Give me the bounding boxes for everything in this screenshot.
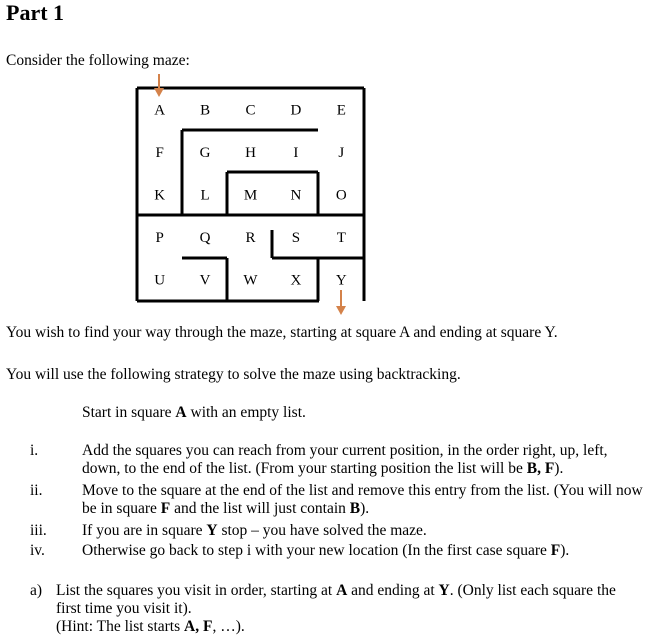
maze-cell-label-j: J [338, 144, 345, 161]
step-text-part: ). [560, 542, 570, 559]
question-label: a) [30, 582, 43, 599]
question-text-part: and ending at [347, 582, 439, 599]
part-title: Part 1 [6, 0, 65, 25]
maze-cell-label-t: T [336, 230, 346, 247]
step-number: i. [30, 442, 39, 459]
step-text [82, 522, 648, 540]
maze-cell-label-n: N [290, 187, 302, 204]
maze-cell-label-h: H [245, 144, 256, 161]
step-text-bold: B [349, 500, 361, 517]
maze-cell-label-m: M [243, 187, 258, 204]
hint-text-pre: (Hint: The list starts [56, 618, 185, 635]
maze-cell-label-x: X [290, 272, 302, 289]
hint-text-post: , …). [212, 618, 245, 635]
step-text-bold: F [550, 542, 561, 559]
maze-cell-label-v: V [199, 272, 211, 289]
step-number: iv. [30, 542, 45, 559]
maze-cell-label-y: Y [335, 272, 347, 289]
maze-cell-label-b: B [200, 102, 211, 119]
maze-cell-label-i: I [293, 144, 299, 161]
question-text-part: . (Only list each square the first time you visit it). [56, 582, 616, 617]
exit-arrow [336, 290, 346, 315]
step-number: ii. [30, 482, 43, 499]
step-text-part: and the list will just contain [170, 500, 350, 517]
question-text-bold: Y [438, 582, 450, 599]
maze-cell-label-k: K [154, 187, 166, 204]
maze-cell-label-r: R [245, 230, 256, 247]
start-text-post: with an empty list. [186, 404, 306, 421]
start-text-pre: Start in square [82, 404, 176, 421]
step-text-bold: Y [206, 522, 218, 539]
step-text-part: If you are in square [82, 522, 207, 539]
entry-arrow [154, 74, 164, 97]
maze-cell-label-u: U [154, 272, 166, 289]
question-text-part: List the squares you visit in order, starting at [56, 582, 337, 599]
step-text-part: ). [360, 500, 370, 517]
intro-text: Consider the following maze: [6, 52, 190, 69]
maze-cell-label-s: S [291, 230, 301, 247]
step-text [82, 442, 648, 478]
maze-cell-label-o: O [335, 187, 347, 204]
maze-cell-label-c: C [245, 102, 256, 119]
question-text [56, 582, 636, 636]
hint-text-bold: A, F [184, 618, 213, 635]
step-text [82, 482, 648, 518]
maze-cell-label-d: D [290, 102, 302, 119]
maze-cell-label-e: E [336, 102, 346, 119]
start-instruction [82, 404, 306, 422]
paragraph-goal: You wish to find your way through the maze, starting at square A and ending at square Y. [6, 324, 558, 341]
step-text-part: Add the squares you can reach from your current position, in the order right, up, left, down, to the end of the list. (From your starting position the list will be [82, 442, 608, 477]
maze-cell-label-f: F [155, 144, 164, 161]
step-text-part: stop – you have solved the maze. [217, 522, 427, 539]
start-text-bold: A [175, 404, 187, 421]
step-text-part: ). [554, 460, 564, 477]
step-text-bold: F [160, 500, 171, 517]
step-text [82, 542, 648, 560]
step-number: iii. [30, 522, 47, 539]
maze-cell-label-g: G [199, 144, 211, 161]
question-text-bold: A [336, 582, 348, 599]
maze-cell-label-a: A [154, 102, 166, 119]
step-text-part: Move to the square at the end of the list and remove this entry from the list. (You will now be in square [82, 482, 643, 517]
step-text-part: Otherwise go back to step i with your new location (In the first case square [82, 542, 551, 559]
maze-cell-label-l: L [200, 187, 210, 204]
maze-cell-label-q: Q [199, 230, 211, 247]
step-text-bold: B, F [526, 460, 555, 477]
maze-cell-label-p: P [155, 230, 164, 247]
paragraph-strategy: You will use the following strategy to solve the maze using backtracking. [6, 366, 461, 383]
maze-cell-label-w: W [243, 272, 258, 289]
